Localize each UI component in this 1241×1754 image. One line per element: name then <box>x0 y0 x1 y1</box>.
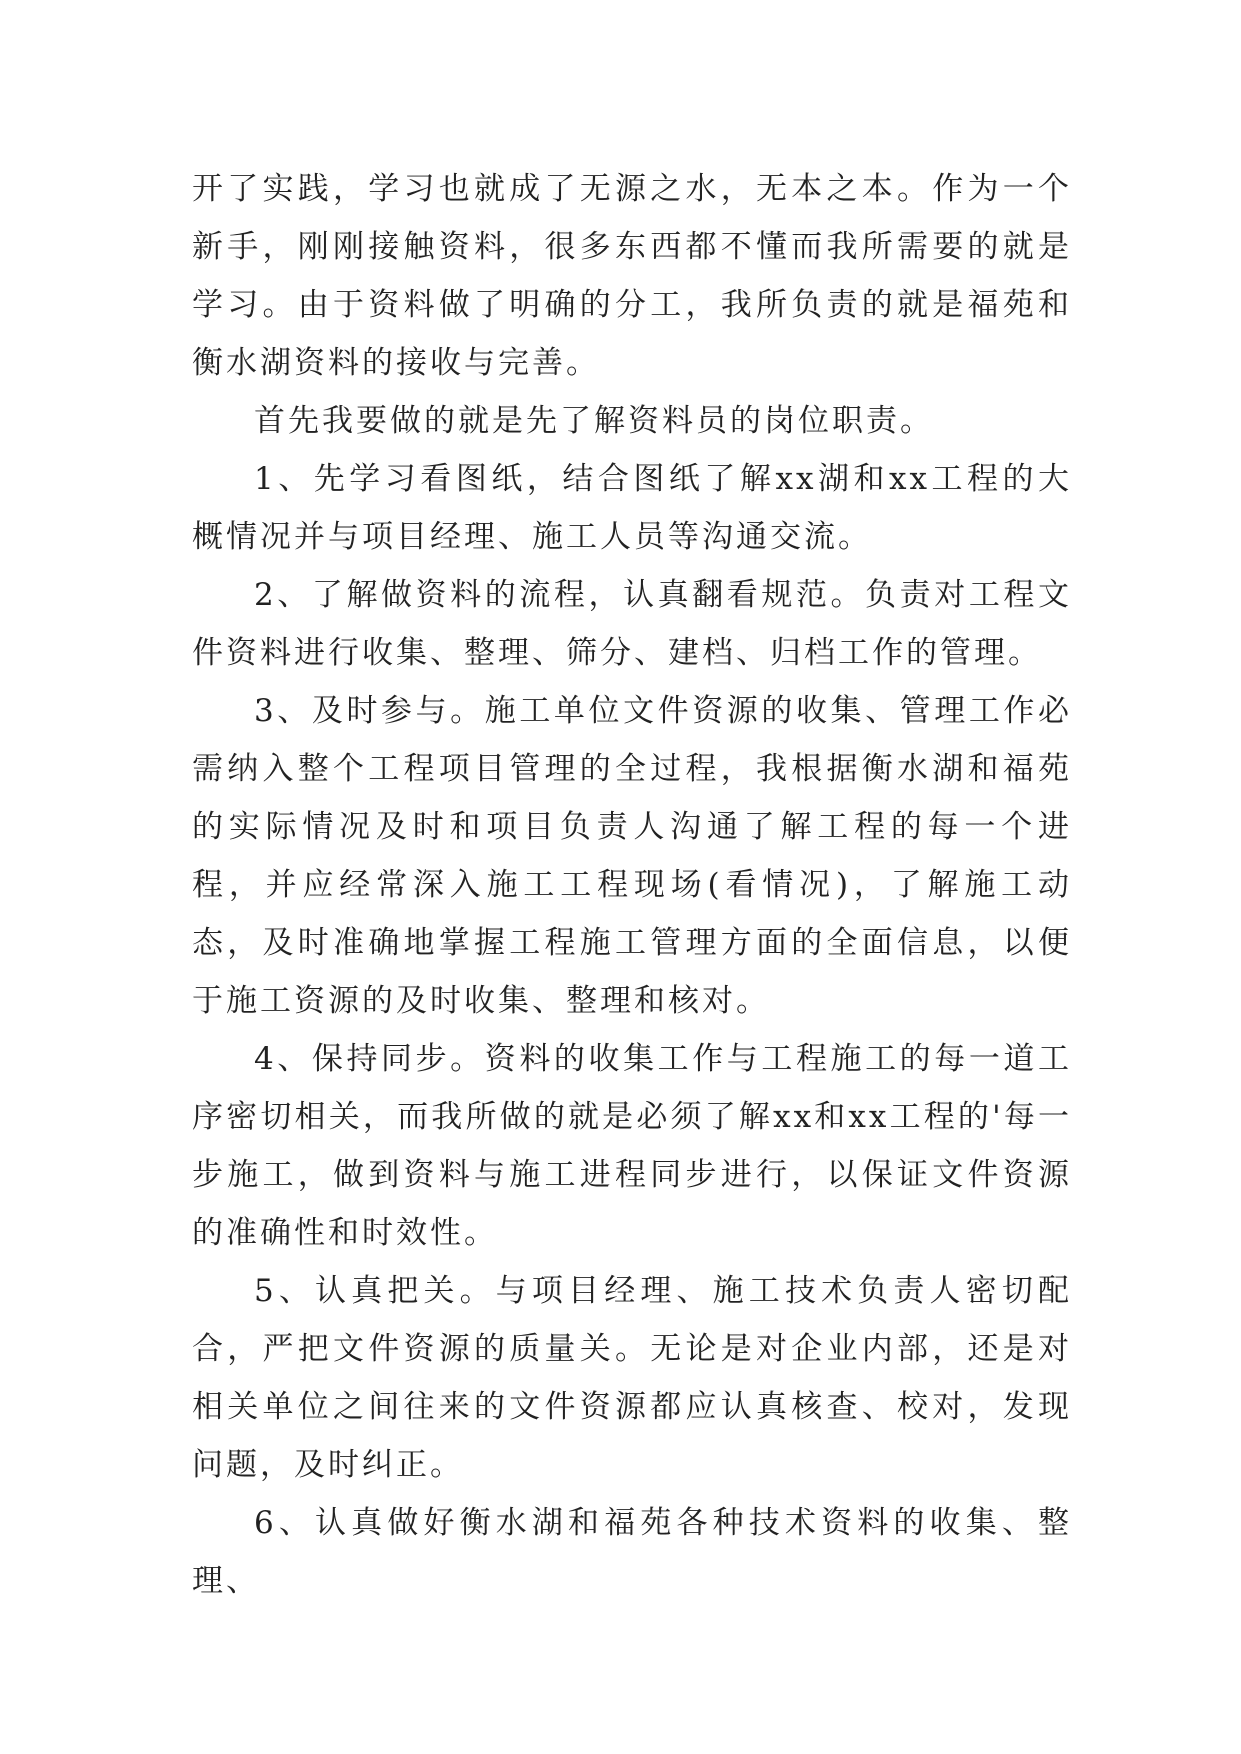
paragraph-intro: 开了实践，学习也就成了无源之水，无本之本。作为一个新手，刚刚接触资料，很多东西都不懂而我所需要的就是学习。由于资料做了明确的分工，我所负责的就是福苑和衡水湖资料的接收与完善。 <box>192 171 1072 381</box>
paragraph-item-3: 3、及时参与。施工单位文件资源的收集、管理工作必需纳入整个工程项目管理的全过程，我根据衡水湖和福苑的实际情况及时和项目负责人沟通了解工程的每一个进程，并应经常深入施工工程现场(看情况)，了解施工动态，及时准确地掌握工程施工管理方面的全面信息，以便于施工资源的及时收集、整理和核对。 <box>192 693 1072 1019</box>
paragraph-item-6: 6、认真做好衡水湖和福苑各种技术资料的收集、整理、 <box>192 1505 1072 1599</box>
document-body <box>192 160 1072 1610</box>
paragraph-duties-intro: 首先我要做的就是先了解资料员的岗位职责。 <box>254 403 934 439</box>
paragraph-item-5: 5、认真把关。与项目经理、施工技术负责人密切配合，严把文件资源的质量关。无论是对企业内部，还是对相关单位之间往来的文件资源都应认真核查、校对，发现问题，及时纠正。 <box>192 1273 1072 1483</box>
paragraph-item-4: 4、保持同步。资料的收集工作与工程施工的每一道工序密切相关，而我所做的就是必须了解xx和xx工程的'每一步施工，做到资料与施工进程同步进行，以保证文件资源的准确性和时效性。 <box>192 1041 1072 1251</box>
paragraph-item-2: 2、了解做资料的流程，认真翻看规范。负责对工程文件资料进行收集、整理、筛分、建档、归档工作的管理。 <box>192 577 1072 671</box>
paragraph-item-1: 1、先学习看图纸，结合图纸了解xx湖和xx工程的大概情况并与项目经理、施工人员等沟通交流。 <box>192 461 1072 555</box>
